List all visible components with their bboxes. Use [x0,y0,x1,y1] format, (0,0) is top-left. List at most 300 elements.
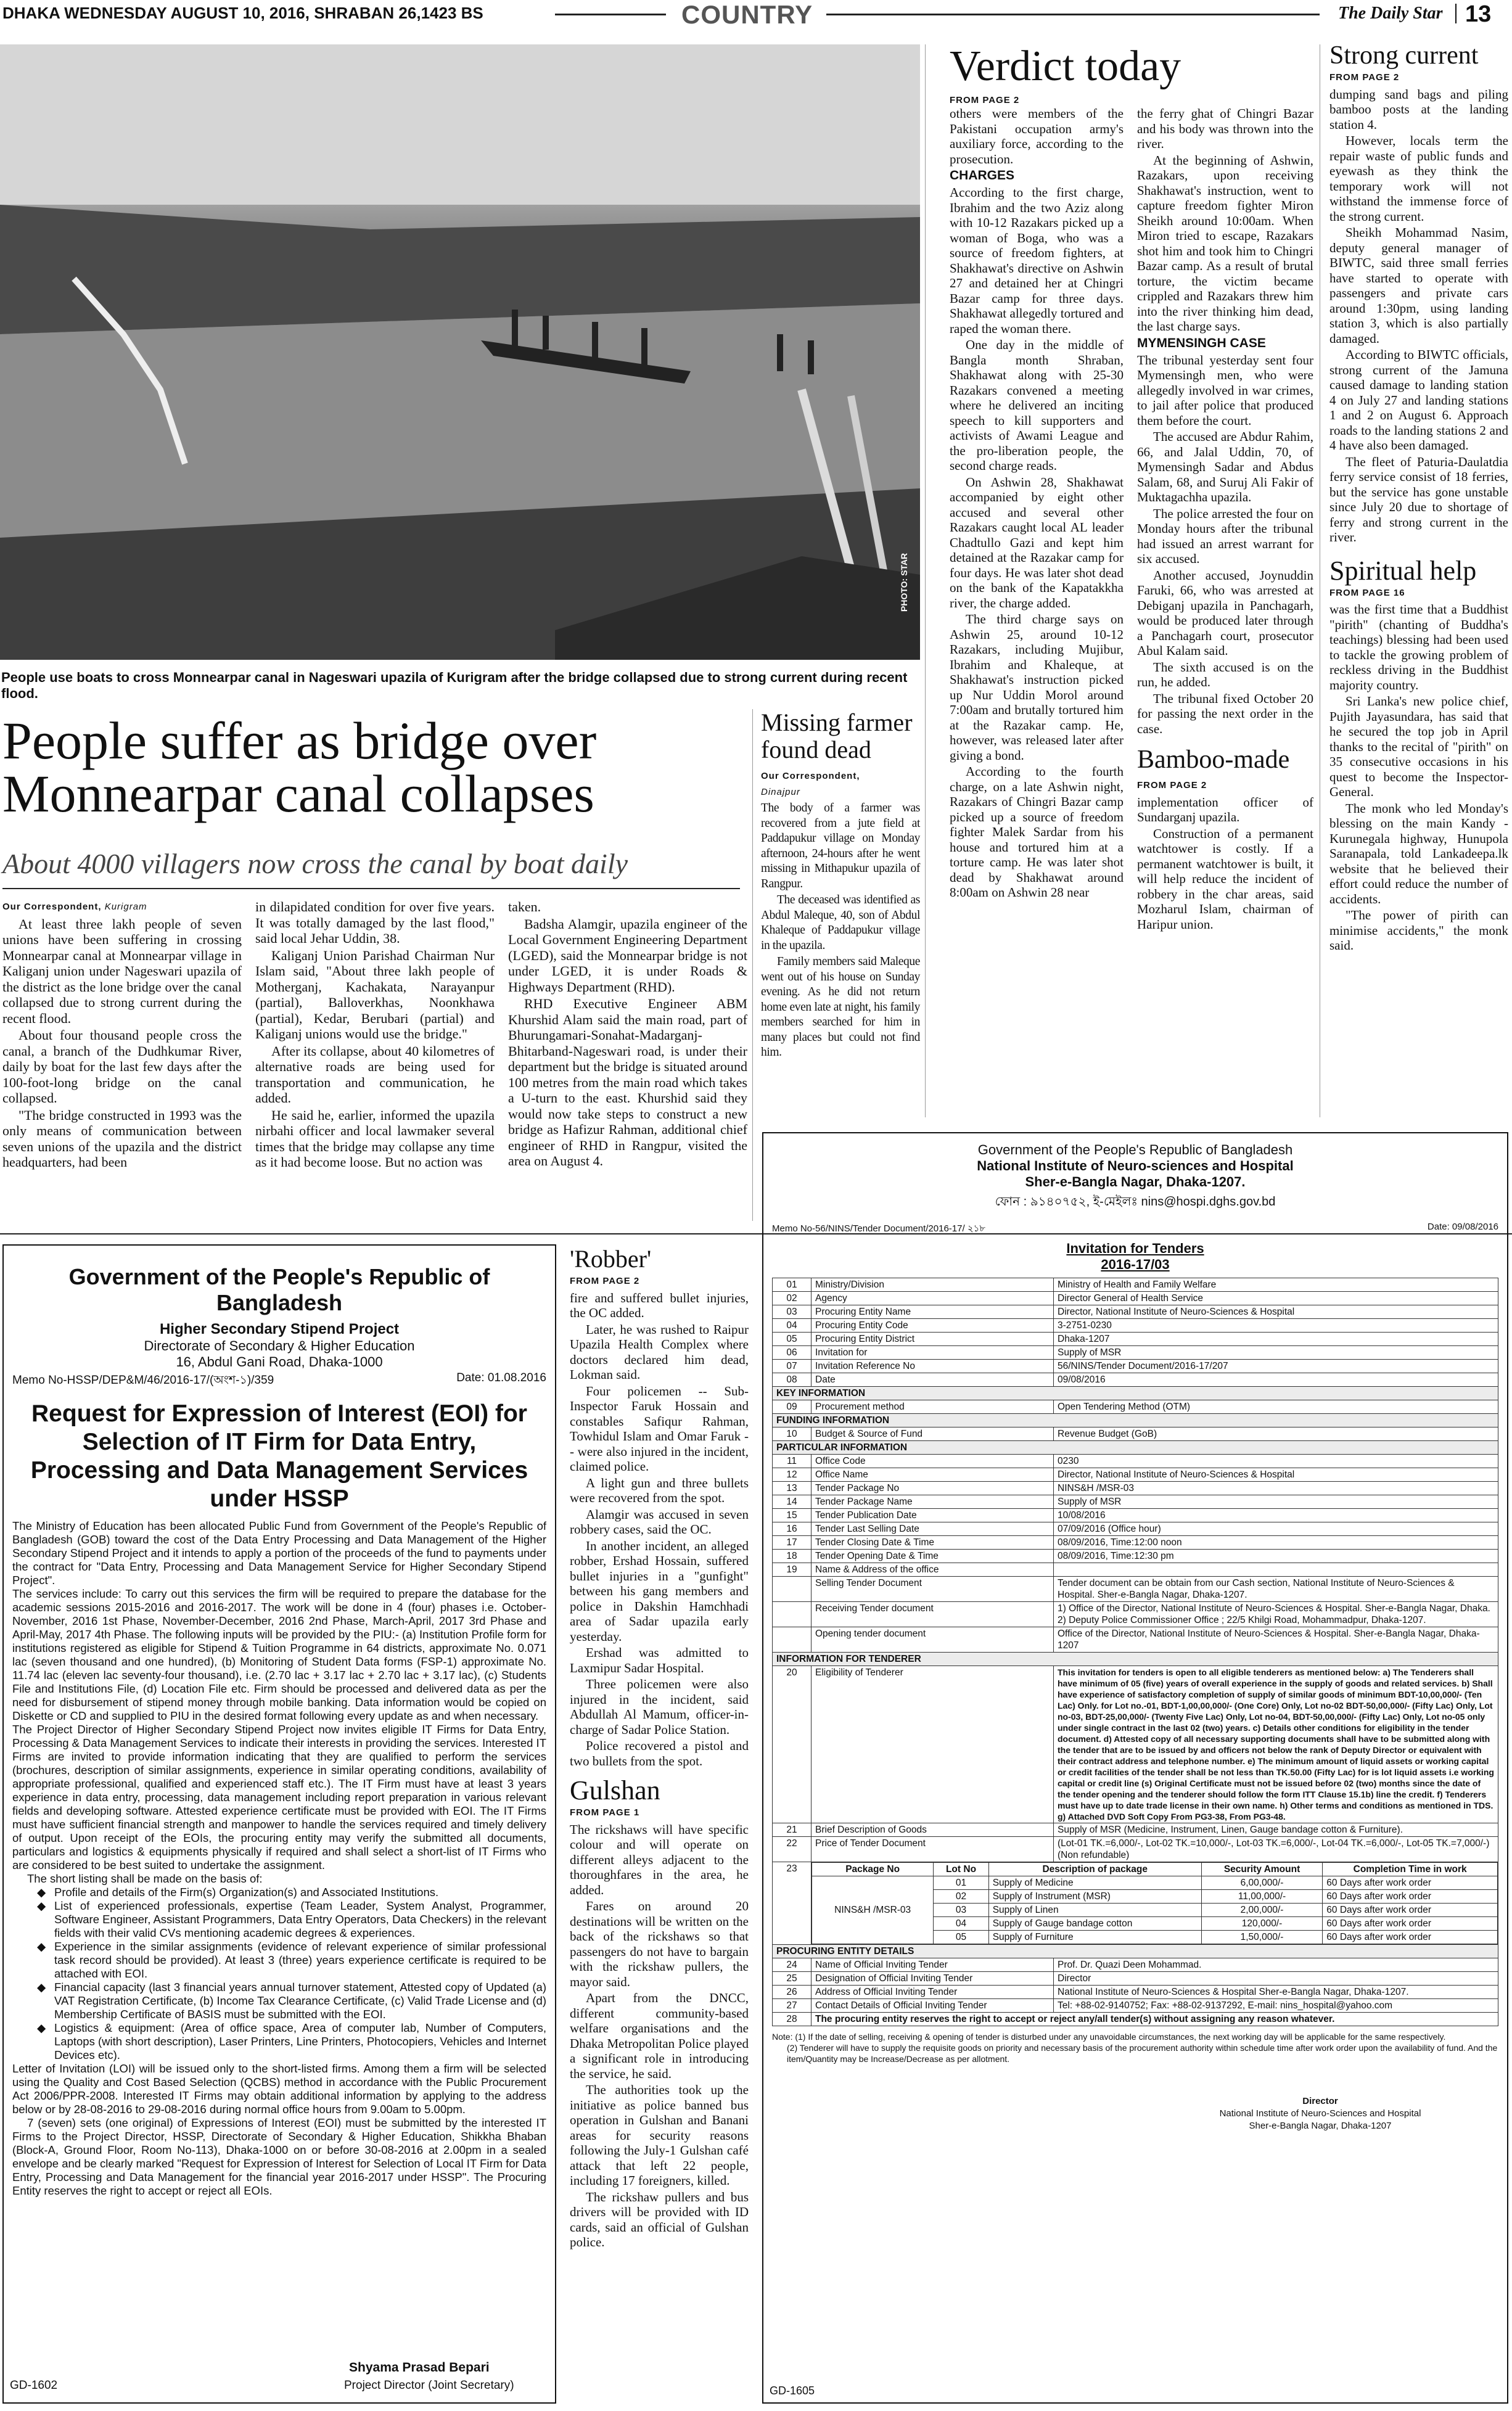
missing-headline: Missing farmer found dead [761,709,913,763]
tender-section-label: KEY INFORMATION [773,1387,1498,1400]
bamboo-para: Construction of a permanent watchtower is costly. If a permanent watchtower is built, it will help reduce the incident of robbery in the char areas, said Mozharul Islam, chairman of Haripur union. [1137,826,1313,932]
lot-lot: 03 [934,1904,988,1917]
gulshan-para: Apart from the DNCC, different community-based welfare organisations and the Dhaka Metropolitan Police played a significant role in introducing the service, he said. [570,1990,749,2081]
spiritual-para: The monk who led Monday's blessing on the main Kandy - Kurunegala highway, Hunupola Saranapala, told Lankadeepa.lk website that he believed their effort could reduce the number of accidents. [1329,800,1508,906]
lot-sec: 6,00,000/- [1201,1876,1322,1890]
tender-cell-value: 56/NINS/Tender Document/2016-17/207 [1054,1360,1498,1373]
tender-cell-field: Address of Official Inviting Tender [811,1986,1054,1999]
eoi-para: The Ministry of Education has been allocated Public Fund from Government of the People's Republic of Bangladesh (GOB) toward the cost of the Data Entry Processing and Data Management of the Higher Secondary Stipend Project and it intends to apply a portion of the proceeds of the fund to payments under the contract for "Data Entry, Processing and Data Management Service for Higher Secondary Stipend Project". [12,1519,546,1587]
tender-cell-value: Director, National Institute of Neuro-Sciences & Hospital [1054,1468,1498,1482]
tender-cell-no: 08 [773,1373,811,1387]
tender-cell-no: 01 [773,1278,811,1292]
tender-gov: Government of the People's Republic of Bangladesh [977,1142,1293,1157]
tender-section-row [773,1414,1498,1427]
lot-desc: Supply of Gauge bandage cotton [988,1917,1201,1931]
tender-cell-value: 08/09/2016, Time:12:00 noon [1054,1536,1498,1550]
lead-para: Badsha Alamgir, upazila engineer of the Local Government Engineering Department (LGED), said the Monnearpar bridge is not under LGED, it is under Roads & Highways Department (RHD). [508,916,747,995]
tender-cell-value: 08/09/2016, Time:12:30 pm [1054,1550,1498,1563]
tender-number: 2016-17/03 [1101,1257,1170,1272]
tender-cell-value [1054,1563,1498,1577]
lot-package: NINS&H /MSR-03 [812,1876,934,1944]
lot-header-cell: Package No [812,1863,934,1876]
verdict-para: One day in the middle of Bangla month Shraban, Shakhawat along with 25-30 Razakars convened a meeting where he delivered an inciting speech to kill supporters and activists of Awami League and the pro-liberation people, the second charge reads. [950,337,1124,473]
tender-cell-no: 23 [773,1862,811,1945]
tender-section-row [773,1653,1498,1666]
lot-lot: 01 [934,1876,988,1890]
tender-cell-value: Supply of MSR [1054,1346,1498,1360]
lead-headline: People suffer as bridge over Monnearpar canal collapses [2,711,597,823]
lot-row [812,1876,1498,1890]
tender-cell-field: Tender Package No [811,1482,1054,1495]
gulshan-para: The rickshaws will have specific colour and will operate on different alleys adjacent to the thoroughfares in the area, he added. [570,1822,749,1897]
tender-cell-no [773,1627,811,1653]
verdict-col-1 [950,106,1124,902]
lot-header-cell: Lot No [934,1863,988,1876]
tender-cell-field: Opening tender document [811,1627,1054,1653]
eoi-title: Request for Expression of Interest (EOI) for Selection of IT Firm for Data Entry, Processing and Data Management Services under HSSP [30,1400,528,1512]
tender-cell-value: 09/08/2016 [1054,1373,1498,1387]
tender-cell-value: 07/09/2016 (Office hour) [1054,1522,1498,1536]
lot-table-cell [811,1862,1498,1945]
tender-row [773,1495,1498,1509]
lead-byline: Our Correspondent, Kurigram [2,902,147,912]
tender-cell-no: 28 [773,2013,811,2026]
verdict-story [950,44,1313,110]
photo-credit: PHOTO: STAR [899,552,909,612]
tender-row [773,1986,1498,1999]
strong-para: According to BIWTC officials, strong current of the Jamuna caused damage to landing station 4 on July 27 and landing stations 1 and 2 on August 6. Approach roads to the landing stations 2 and 4 have also been damaged. [1329,347,1508,453]
eoi-closing: Letter of Invitation (LOI) will be issued only to the short-listed firms. Among them a firm will be selected using the Quality and Cost Based Selection (QCBS) method in accordance with the Public Procurement Act 2006/PPR-2008. Interested IT Firms may obtain additional information by applying to the address below or by 28-08-2016 to 29-08-2016 during normal office hours from 9.00am to 5.00pm. [12,2062,546,2116]
strong-para: dumping sand bags and piling bamboo posts at the landing station 4. [1329,86,1508,132]
tender-row [773,1509,1498,1522]
page-number: 13 [1465,1,1492,27]
verdict-para: Another accused, Joynuddin Faruki, 66, who was arrested at Debiganj upazila in Panchagarh, would be produced later through a Panchagarh court, prosecutor Abul Kalam said. [1137,567,1313,658]
lot-sec: 11,00,000/- [1201,1890,1322,1904]
tender-cell-no: 15 [773,1509,811,1522]
diamond-icon: ◆ [37,1899,46,1912]
tender-cell-field: Tender Package Name [811,1495,1054,1509]
tender-cell-value: Tender document can be obtain from our Cash section, National Institute of Neuro-Sciences & Hospital. Sher-e-Bangla Nagar, Dhaka-1207. [1054,1577,1498,1602]
eoi-address: 16, Abdul Gani Road, Dhaka-1000 [176,1354,383,1370]
tender-row [773,1536,1498,1550]
bamboo-headline: Bamboo-made [1137,745,1290,774]
tender-cell-value: Director, National Institute of Neuro-Sciences & Hospital [1054,1305,1498,1319]
tender-section-row [773,1387,1498,1400]
lead-para: Kaliganj Union Parishad Chairman Nur Islam said, "About three lakh people of Motherganj, Kachakata, Narayanpur (partial), Balloverkhas, Noonkhawa (partial), Kedar, Berubari (partial) and Kaliganj unions would use the bridge." [255,947,495,1041]
robber-para: Four policemen -- Sub-Inspector Faruk Hossain and constables Safiqur Rahman, Towhidul Islam and Omar Faruk -- were also injured in the incident, claimed police. [570,1383,749,1474]
tender-cell-value: 1) Office of the Director, National Institute of Neuro-Sciences & Hospital. Sher-e-Bangla Nagar, Dhaka. 2) Deputy Police Commissioner Office ; 22/5 Khilgi Road, Mohammadpur, Dhaka-1207. [1054,1602,1498,1627]
tender-cell-field: Tender Publication Date [811,1509,1054,1522]
lead-para: About four thousand people cross the canal, a branch of the Dudhkumar River, daily by boat for the last few days after the 100-foot-long bridge on the canal collapsed. [2,1027,242,1106]
tender-title: Invitation for Tenders [1066,1241,1204,1256]
tender-cell-value: Director [1054,1972,1498,1986]
spiritual-para: Sri Lanka's new police chief, Pujith Jayasundara, has said that he secured the top job in April thanks to the recital of "pirith" on 35 consecutive occasions in his quest to become the Inspector-General. [1329,694,1508,799]
tender-cell-no: 26 [773,1986,811,1999]
eoi-bullet: ◆ List of experienced professionals, expertise (Team Leader, System Analyst, Programmer, Software Engineer, Assistant Programmers, Data Entry Operators, Data Checkers) in the relevant fields with their valid CVs mentioning academic degrees & experiences. [37,1899,546,1939]
tender-cell-field: Procuring Entity District [811,1333,1054,1346]
verdict-para: The police arrested the four on Monday hours after the tribunal had issued an arrest warrant for six accused. [1137,506,1313,566]
tender-cell-no: 11 [773,1455,811,1468]
tender-cell-value: Dhaka-1207 [1054,1333,1498,1346]
tender-cell-value: Office of the Director, National Institute of Neuro-Sciences & Hospital. Sher-e-Bangla Nagar, Dhaka-1207 [1054,1627,1498,1653]
tender-section-label: PARTICULAR INFORMATION [773,1441,1498,1455]
tender-cell-field: Name of Official Inviting Tender [811,1958,1054,1972]
tender-row [773,1278,1498,1292]
robber-para: Three policemen were also injured in the incident, said Abdullah Al Mamum, officer-in-charge of Sadar Police Station. [570,1677,749,1737]
tender-cell-field: Tender Last Selling Date [811,1522,1054,1536]
eoi-bullet: ◆ Logistics & equipment: (Area of office space, Area of computer lab, Number of Computers, Laptops (with short description), Laser Printers, Line Printers, Photocopiers, Vehicles and Internet Devices etc). [37,2021,546,2061]
tender-row [773,1305,1498,1319]
tender-cell-value: Supply of MSR [1054,1495,1498,1509]
tender-cell-field: Budget & Source of Fund [811,1427,1054,1441]
tender-cell-no: 16 [773,1522,811,1536]
tender-cell-no: 05 [773,1333,811,1346]
tender-row [773,1522,1498,1536]
tender-note-2: (2) Tenderer will have to supply the requisite goods on priority and necessary basis of the procurement authority within schedule time after work order upon the availability of fund. And the item/Quantity may be Increase/Decrease as per allotment. [787,2043,1498,2064]
tender-cell-no: 07 [773,1360,811,1373]
gulshan-para: The authorities took up the initiative as police banned bus operation in Gulshan and Banani areas for security reasons following the July-1 Gulshan café attack that left 22 people, including 17 foreigners, killed. [570,2082,749,2188]
verdict-para: According to the fourth charge, on a late Ashwin night, Razakars of Chingri Bazar camp picked up a source of freedom fighter Malek Sardar from his house and tortured him at a torture camp. He was later shot dead by Shakhawat around 8:00am on Ashwin 28 near [950,764,1124,900]
section-title: COUNTRY [681,0,813,29]
tender-cell-field: Procuring Entity Name [811,1305,1054,1319]
tender-row [773,1999,1498,2013]
lead-subhead: About 4000 villagers now cross the canal by boat daily [2,848,628,879]
verdict-para: others were members of the Pakistani occupation army's auxiliary force, according to the prosecution. [950,106,1124,166]
tender-row [773,1550,1498,1563]
lot-time: 60 Days after work order [1323,1876,1498,1890]
strong-current-story [1329,41,1508,955]
missing-byline: Our Correspondent, Dinajpur [761,771,860,797]
eoi-para: The services include: To carry out this services the firm will be required to prepare the database for the academic sessions 2015-2016 and 2016-2017. The work will be done in 4 (four) phases i.e. October-November, 2016 1st Phase, November-December, 2016 2nd Phase, March-April, 2017 3rd Phase and April-May, 2017 4th Phase. The following inputs will be provided by the PIU:- (a) Institution Profile form for institutions registered as eligible for Stipend & Tuition Programme in 64 districts, approximate No. 0.071 lac (seven thousand and one hundred), (b) Monitoring of Student Data forms (FSP-1) approximate No. 11.74 lac (eleven lac seventy-four thousand), i.e. (2.70 lac + 3.17 lac + 2.70 lac + 3.17 lac), (c) Students File and Institutions File, (d) Location File etc. Firm should be processed and delivered data as per the need for disbursement of stipend money through mobile banking. Data information would be copied on Diskette or CD and supplied to PIU in the desired format following every update as and when necessary. [12,1587,546,1722]
spiritual-headline: Spiritual help [1329,555,1477,586]
lead-para: in dilapidated condition for over five years. It was totally damaged by the last flood," said local Jehar Uddin, 38. [255,899,495,946]
tender-cell-field: Eligibility of Tenderer [811,1666,1054,1823]
diamond-icon: ◆ [37,1940,46,1953]
tender-row [773,1427,1498,1441]
tender-row [773,1482,1498,1495]
tender-cell-field: Invitation Reference No [811,1360,1054,1373]
tender-row [773,1400,1498,1414]
lot-header-row [812,1863,1498,1876]
tender-cell-no: 19 [773,1563,811,1577]
tender-cell-value: Ministry of Health and Family Welfare [1054,1278,1498,1292]
robber-para: Alamgir was accused in seven robbery cases, said the OC. [570,1506,749,1537]
tender-row [773,1360,1498,1373]
tender-section-row [773,1441,1498,1455]
tender-cell-field: Brief Description of Goods [811,1823,1054,1837]
tender-cell-value: Director General of Health Service [1054,1292,1498,1305]
tender-lot-row [773,1862,1498,1945]
tender-section-row [773,1945,1498,1958]
gulshan-headline: Gulshan [570,1775,660,1805]
gulshan-from: FROM PAGE 1 [570,1807,640,1818]
tender-cell-no: 20 [773,1666,811,1823]
tender-cell-field: Office Code [811,1455,1054,1468]
eoi-memo-row [12,1371,546,1391]
eoi-project: Higher Secondary Stipend Project [159,1321,400,1337]
robber-para: Later, he was rushed to Raipur Upazila Health Complex where doctors declared him dead, Lokman said. [570,1321,749,1382]
dateline: DHAKA WEDNESDAY AUGUST 10, 2016, SHRABAN 26,1423 BS [2,4,483,22]
tender-cell-value: Supply of MSR (Medicine, Instrument, Linen, Gauge bandage cotton & Furniture). [1054,1823,1498,1837]
column-rule [925,44,926,1117]
verdict-para: On Ashwin 28, Shakhawat accompanied by eight other accused and several other Razakars caught local AL leader Chadtullo Gazi and kept him detained at the Razakar camp for four days. He was later shot dead on the bank of the Kapatakkha river, the charge added. [950,474,1124,610]
masthead [0,0,1512,28]
tender-cell-no: 13 [773,1482,811,1495]
lot-sec: 1,50,000/- [1201,1931,1322,1944]
verdict-para: The accused are Abdur Rahim, 66, and Jalal Uddin, 70, of Mymensingh Sadar and Abdus Salam, 68, and Suruj Ali Fakir of Muktagachha upazila. [1137,429,1313,504]
tender-cell-value: 10/08/2016 [1054,1509,1498,1522]
spiritual-from: FROM PAGE 16 [1329,587,1405,598]
tender-cell-no: 21 [773,1823,811,1837]
robber-gulshan-column [570,1244,749,2251]
tender-section-label: FUNDING INFORMATION [773,1414,1498,1427]
strong-headline: Strong current [1329,41,1479,70]
tender-row [773,1823,1498,1837]
tender-cell-no: 27 [773,1999,811,2013]
strong-para: Sheikh Mohammad Nasim, deputy general manager of BIWTC, said three small ferries have started to operate with passengers and private cars around 1:30pm, using landing station 3, which is also partially damaged. [1329,225,1508,346]
tender-cell-field: Selling Tender Document [811,1577,1054,1602]
lot-table [811,1862,1498,1944]
tender-cell-field: Tender Closing Date & Time [811,1536,1054,1550]
robber-para: fire and suffered bullet injuries, the OC added. [570,1290,749,1320]
tender-cell-value: Revenue Budget (GoB) [1054,1427,1498,1441]
lot-header-cell: Description of package [988,1863,1201,1876]
tender-cell-field: Ministry/Division [811,1278,1054,1292]
paper-logo: The Daily Star [1338,4,1443,23]
eoi-bullet: ◆ Experience in the similar assignments (evidence of relevant experience of similar professional task record should be provided). At least 3 (three) years experience certificate is required to be attached with EOI. [37,1940,546,1980]
strong-para: The fleet of Paturia-Daulatdia ferry service consist of 18 ferries, but the service has gone unstable since July 20 due to shortage of ferry and strong current in the river. [1329,454,1508,544]
eoi-gd: GD-1602 [10,2379,58,2392]
tender-cell-no: 10 [773,1427,811,1441]
lot-lot: 05 [934,1931,988,1944]
photo-caption: People use boats to cross Monnearpar canal in Nageswari upazila of Kurigram after the bridge collapsed due to strong current during recent flood. [1,670,908,701]
tender-cell-no [773,1577,811,1602]
strong-para: However, locals term the repair waste of public funds and eyewash as they think the temporary work will not withstand the immense force of the strong current. [1329,133,1508,224]
eoi-gov: Government of the People's Republic of Bangladesh [68,1264,490,1315]
robber-from: FROM PAGE 2 [570,1276,640,1286]
masthead-rule-right [826,14,1320,15]
eoi-bullet: ◆ Financial capacity (last 3 financial years annual turnover statement, Attested copy of Updated (a) VAT Registration Certificate, (b) Income Tax Clearance Certificate, (c) Valid Trade License and (d) Membership Certificate of BASIS must be submitted with the EOI. [37,1981,546,2021]
tender-cell-value: (Lot-01 TK.=6,000/-, Lot-02 TK.=10,000/-, Lot-03 TK.=6,000/-, Lot-04 TK.=6,000/-, Lot-05 TK.=7,000/-) (Non refundable) [1054,1837,1498,1862]
tender-cell-value: Open Tendering Method (OTM) [1054,1400,1498,1414]
tender-memo: Memo No-56/NINS/Tender Document/2016-17/ ২১৮ [772,1223,986,1234]
lot-desc: Supply of Medicine [988,1876,1201,1890]
tender-contact: ফোন : ৯১৪০৭৫২, ই-মেইলঃ nins@hospi.dghs.gov.bd [995,1195,1276,1209]
verdict-subhead: MYMENSINGH CASE [1137,335,1266,350]
tender-section-label: INFORMATION FOR TENDERER [773,1653,1498,1666]
tender-cell-no: 22 [773,1837,811,1862]
lead-para: taken. [508,899,541,914]
tender-gd: GD-1605 [770,2384,815,2397]
robber-para: Police recovered a pistol and two bullets from the spot. [570,1738,749,1768]
tender-cell-value: NINS&H /MSR-03 [1054,1482,1498,1495]
robber-para: In another incident, an alleged robber, Ershad Hossain, suffered bullet injuries in a "gunfight" between his gang members and police in Dakshin Hamchhadi area of Sadar upazila early yesterday. [570,1538,749,1644]
tender-institute: National Institute of Neuro-sciences and Hospital [977,1158,1294,1173]
eoi-para: The short listing shall be made on the basis of: [27,1872,263,1885]
lead-para: He said he, earlier, informed the upazila nirbahi officer and local lawmaker several times that the bridge may collapse any time as it had become loose. But no action was [255,1107,495,1170]
tender-cell-value: Prof. Dr. Quazi Deen Mohammad. [1054,1958,1498,1972]
spiritual-para: was the first time that a Buddhist "pirith" (chanting of Buddha's teachings) blessing had been used to tackle the growing problem of reckless driving in the Buddhist majority country. [1329,602,1508,692]
verdict-subhead: CHARGES [950,168,1015,183]
tender-cell-value: This invitation for tenders is open to all eligible tenderers as mentioned below: a) The Tenderers shall have minimum of 05 (five) years of overall experience in the supply of goods and related services. b) Shall have experience of satisfactory completion of supply of similar goods of minimum BDT-10,00,000/- (Ten Lac) Only. for Lot no.-01, BDT-1,00,00,000/- (One Core) Only, Lot no-02 BDT-50,00,000/- (Fifty Lac) Only, Lot no-03, BDT-25,00,000/- (Twenty Five Lac) Only, Lot no-04, BDT-50,00,000/- (Fifty Lac) Only, Lot no-05 only under single contract in the last 02 (two) years. c) Details other conditions for eligibility in the tender document. d) Attested copy of all necessary supporting documents shall have to be submitted along with the tender that are to be issued by and officers not below the rank of Deputy Director or equivalent with their contract address and telephone number. e) The minimum amount of liquid assets or working capital or credit facilities of the tender shall be not less than TK.50.00 (Fifty Lac) for is lot liquid assets i.e working capital or credit line (s) Original Certificate must not be issued before 02 (two) months since the date of the tender opening and the tenderer should follow the form ITT Clause 15.1b) line the credit. f) Tenderers must have up to date trade license in their own name. h) Other terms and conditions as mentioned in TDS. g) Attached DVD Soft Copy From PG3-38, From PG3-48. [1054,1666,1498,1823]
lead-para: At least three lakh people of seven unions have been suffering in crossing Monnearpar canal at Monnearpar village in Kaliganj union under Nageswari upazila of the district as the lone bridge over the canal collapsed due to strong current during the recent flood. [2,916,242,1026]
verdict-para: According to the first charge, Ibrahim and the two Aziz along with 10-12 Razakars picked up a woman of Boga, who was a source of freedom fighters, at Shakhawat's directive on Ashwin 27 and detained her at Chingri Bazar camp for three days. Shakhawat allegedly tortured and raped the woman there. [950,185,1124,336]
lot-header-cell: Security Amount [1201,1863,1322,1876]
tender-cell-no: 24 [773,1958,811,1972]
verdict-headline: Verdict today [950,43,1181,90]
tender-row [773,1333,1498,1346]
news-photo [0,44,920,660]
tender-section-label: PROCURING ENTITY DETAILS [773,1945,1498,1958]
tender-cell-field: Designation of Official Inviting Tender [811,1972,1054,1986]
tender-cell-no: 09 [773,1400,811,1414]
photo-scene [0,44,920,660]
verdict-para: The third charge says on Ashwin 25, around 10-12 Razakars, including Mujibur, Ibrahim and Khaleque, at Shakhawat's instruction picked up Nur Uddin Morol around 7:00am and brutally tortured him at the Razakar camp. He, however, was released later after giving a bond. [950,612,1124,763]
director-signature [1142,2095,1498,2132]
lot-sec: 2,00,000/- [1201,1904,1322,1917]
tender-cell-field: Name & Address of the office [811,1563,1054,1577]
eoi-body [12,1519,546,2198]
eoi-bullet-list [37,1886,546,2062]
lot-desc: Supply of Furniture [988,1931,1201,1944]
lead-col-2 [255,899,495,1172]
tender-cell-field: Agency [811,1292,1054,1305]
tender-cell-field: Procurement method [811,1400,1054,1414]
tender-row [773,1346,1498,1360]
column-rule [752,709,753,1221]
eoi-directorate: Directorate of Secondary & Higher Education [144,1338,415,1353]
verdict-para: The tribunal yesterday sent four Mymensingh men, who were allegedly involved in war crimes, to jail after police that produced them before the court. [1137,352,1313,428]
bamboo-from: FROM PAGE 2 [1137,780,1207,791]
gulshan-para: The rickshaw pullers and bus drivers will be provided with ID cards, said an official of Gulshan police. [570,2189,749,2249]
eoi-para: The Project Director of Higher Secondary Stipend Project now invites eligible IT Firms for Data Entry, Processing & Data Management Services to indicate their interests in providing the services. Interested IT Firms are invited to provide information indicating that they are qualified to perform the services (brochures, description of similar assignments, experience in similar operating conditions, availability of appropriate professional, qualified and experienced staff etc.). The IT Firm must have at least 3 years experience in data entry, processing, data management including report preparation in various relevant fields and developing software. Attested experience certificate must be provided with EOI. The IT Firms must have sufficient financial strength and manpower to handle the services required and timely delivery of output. Upon receipt of the EOIs, the procuring entity may verify the submitted all documents, particulars and logistics & equipments physically if required and shall select a short-list of IT Firms who are considered to be best suited to undertake the assignment. [12,1723,546,1871]
verdict-para: the ferry ghat of Chingri Bazar and his body was thrown into the river. [1137,106,1313,151]
tender-row [773,1577,1498,1602]
lot-time: 60 Days after work order [1323,1931,1498,1944]
lead-para: RHD Executive Engineer ABM Khurshid Alam said the main road, part of Bhurungamari-Sonahat-Madarganj-Bhitarband-Nageswari road, is under their department but the bridge is situated around 100 metres from the main road which takes a U-turn to the east. Khurshid said they would now take steps to construct a new bridge as Hafizur Rahman, additional chief engineer of RHD in Rangpur, visited the area on August 4. [508,996,747,1169]
tender-row [773,1563,1498,1577]
tender-cell-field: Tender Opening Date & Time [811,1550,1054,1563]
masthead-rule-left [555,14,666,15]
tender-cell-no: 06 [773,1346,811,1360]
tender-cell-field: Receiving Tender document [811,1602,1054,1627]
lead-col-1 [2,899,242,1172]
verdict-para: The sixth accused is on the run, he added. [1137,659,1313,689]
tender-row [773,1292,1498,1305]
tender-reserve-right: The procuring entity reserves the right to accept or reject any/all tender(s) without assigning any reason whatever. [811,2013,1498,2026]
eoi-closing: 7 (seven) sets (one original) of Expressions of Interest (EOI) must be submitted by the interested IT Firms to the Project Director, HSSP, Directorate of Secondary & Higher Education, Shikkha Bhaban (Block-A, Ground Floor, Room No-113), Dhaka-1000 on or before 30-08-2016 at 2.00pm in a sealed envelope and be clearly marked "Request for Expression of Interest for Selection of Local IT Firm for Data Entry, Processing and Data Management for the financial year 2016-2017 under HSSP". The Procuring Entity reserves the right to accept or reject all EOIs. [12,2116,546,2197]
spiritual-para: "The power of pirith can minimise accidents," the monk said. [1329,908,1508,953]
lot-time: 60 Days after work order [1323,1890,1498,1904]
tender-cell-value: 3-2751-0230 [1054,1319,1498,1333]
tender-cell-no: 03 [773,1305,811,1319]
tender-cell-no [773,1602,811,1627]
missing-para: The body of a farmer was recovered from a jute field at Paddapukur village on Monday afternoon, 24-hours after he went missing in Mithapukur upazila of Rangpur. [761,802,920,890]
tender-cell-no: 04 [773,1319,811,1333]
diamond-icon: ◆ [37,1886,46,1899]
verdict-col-2 [1137,106,1313,933]
tender-row [773,1972,1498,1986]
bamboo-para: implementation officer of Sundarganj upazila. [1137,794,1313,824]
tender-cell-field: Office Name [811,1468,1054,1482]
eoi-signer-title: Project Director (Joint Secretary) [344,2379,514,2392]
strong-from: FROM PAGE 2 [1329,72,1400,83]
verdict-para: At the beginning of Ashwin, Razakars, upon receiving Shakhawat's instruction, went to capture freedom fighter Miron Sheikh around 10:00am. When Miron tried to escape, Razakars shot him and took him to Chingri Bazar camp. As a result of brutal torture, the victim became crippled and Razakars threw him into the river thinking him dead, the last charge says. [1137,152,1313,334]
lot-lot: 04 [934,1917,988,1931]
tender-address: Sher-e-Bangla Nagar, Dhaka-1207. [1025,1174,1246,1189]
lot-sec: 120,000/- [1201,1917,1322,1931]
lot-header-cell: Completion Time in work [1323,1863,1498,1876]
tender-row [773,1319,1498,1333]
tender-note-1: Note: (1) If the date of selling, receiving & opening of tender is disturbed under any unavoidable circumstances, the next working day will be applicable for the same respectively. [772,2032,1446,2042]
lot-desc: Supply of Instrument (MSR) [988,1890,1201,1904]
page-divider [1455,4,1457,23]
tender-advert [762,1132,1508,2404]
eoi-signer: Shyama Prasad Bepari [349,2360,490,2375]
lot-time: 60 Days after work order [1323,1904,1498,1917]
tender-cell-no: 25 [773,1972,811,1986]
diamond-icon: ◆ [37,2021,46,2034]
tender-row [773,1455,1498,1468]
sign-address: Sher-e-Bangla Nagar, Dhaka-1207 [1249,2121,1392,2131]
diamond-icon: ◆ [37,1981,46,1994]
lead-col-3 [508,899,747,1170]
tender-cell-no: 18 [773,1550,811,1563]
eoi-memo: Memo No-HSSP/DEP&M/46/2016-17/(অংশ-১)/359 [12,1374,274,1387]
lead-para: After its collapse, about 40 kilometres of alternative roads are being used for transportation and communication, he added. [255,1043,495,1106]
tender-cell-value: Tel: +88-02-9140752; Fax: +88-02-9137292, E-mail: nins_hospital@yahoo.com [1054,1999,1498,2013]
tender-row [773,1837,1498,1862]
tender-row [773,1373,1498,1387]
missing-para: The deceased was identified as Abdul Maleque, 40, son of Abdul Khaleque of Paddapukur village in the upazila. [761,893,920,952]
tender-cell-field: Contact Details of Official Inviting Tender [811,1999,1054,2013]
tender-row [773,1602,1498,1627]
verdict-para: The tribunal fixed October 20 for passing the next order in the case. [1137,691,1313,736]
lot-desc: Supply of Linen [988,1904,1201,1917]
lot-lot: 02 [934,1890,988,1904]
tender-cell-value: 0230 [1054,1455,1498,1468]
tender-row [773,1468,1498,1482]
tender-row [773,2013,1498,2026]
tender-row [773,1666,1498,1823]
eoi-advert [2,1244,556,2404]
lot-time: 60 Days after work order [1323,1917,1498,1931]
lead-para: "The bridge constructed in 1993 was the only means of communication between seven unions of the upazila and the district headquarters, had been [2,1107,242,1170]
tender-cell-field: Invitation for [811,1346,1054,1360]
sign-institute: National Institute of Neuro-Sciences and Hospital [1219,2108,1421,2119]
tender-memo-row [772,1222,1498,1237]
tender-table [772,1278,1498,2026]
tender-date: Date: 09/08/2016 [1427,1222,1498,1232]
missing-para: Family members said Maleque went out of his house on Sunday evening. As he did not return home even late at night, his family members searched for him in many places but could not find him. [761,955,920,1059]
tender-cell-field: Procuring Entity Code [811,1319,1054,1333]
tender-cell-no: 17 [773,1536,811,1550]
tender-cell-field: Date [811,1373,1054,1387]
lead-subhead-rule [2,888,740,889]
tender-cell-no: 02 [773,1292,811,1305]
missing-farmer-story [761,709,920,1062]
verdict-from: FROM PAGE 2 [950,95,1020,105]
robber-para: A light gun and three bullets were recovered from the spot. [570,1475,749,1505]
tender-cell-no: 14 [773,1495,811,1509]
tender-cell-no: 12 [773,1468,811,1482]
tender-cell-value: National Institute of Neuro-Sciences & Hospital Sher-e-Bangla Nagar, Dhaka-1207. [1054,1986,1498,1999]
gulshan-para: Fares on around 20 destinations will be written on the back of the rickshaws so that passengers do not have to bargain with the rickshaw pullers, the mayor said. [570,1899,749,1989]
robber-headline: 'Robber' [570,1245,652,1273]
sign-title: Director [1302,2096,1338,2106]
eoi-date: Date: 01.08.2016 [456,1371,546,1384]
tender-cell-field: Price of Tender Document [811,1837,1054,1862]
